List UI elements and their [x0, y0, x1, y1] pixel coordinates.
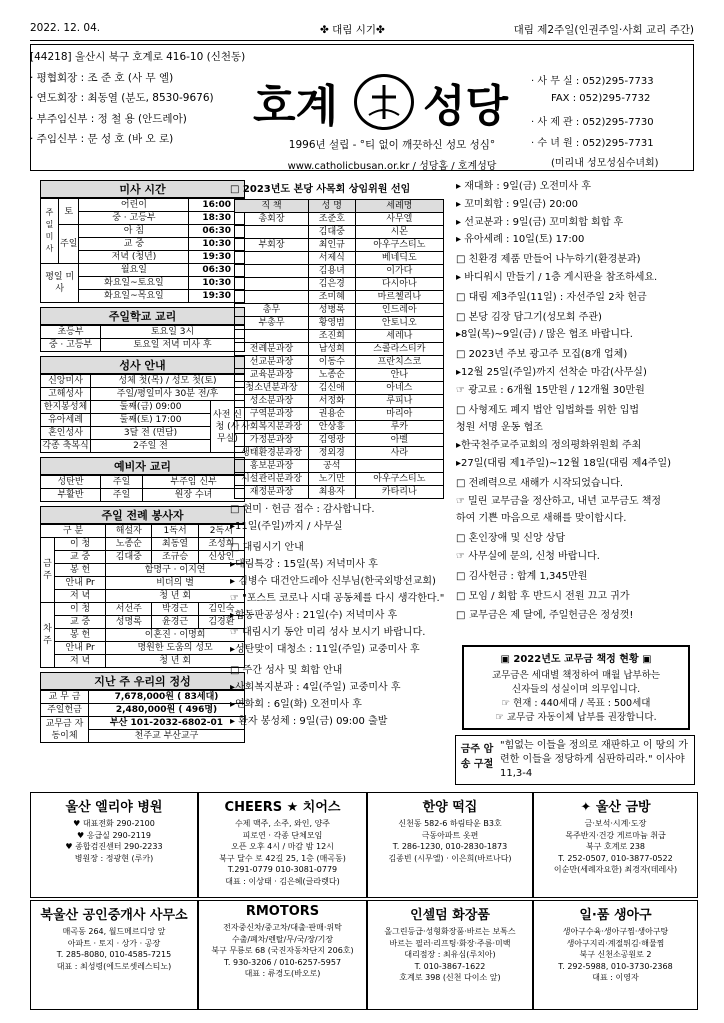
list-item: ▸12월 25일(주일)까지 선착순 마감(사무실) [456, 366, 647, 378]
list-item: ▸ 꼬미회합 : 9일(금) 20:00 [456, 198, 579, 210]
ad-line: 대표 : 이상태 · 김은혜(글라렛다) [225, 876, 340, 886]
convent-name: (미리내 성모성심수녀회) [551, 158, 659, 169]
parish-logo [253, 70, 523, 130]
verse-label: 금주 암송 구절 [460, 744, 494, 770]
list-item: ▸ 선교분과 : 9일(금) 꼬미회합 회합 후 [456, 216, 624, 228]
middle-column [224, 180, 456, 732]
ad-line: 북구 무룡로 68 (국진자동차단지 206호) [211, 946, 354, 955]
table-row: 총회장 조준호 사무엘 [235, 213, 444, 226]
council-president: · 평협회장 : 조 준 호 (사 무 엘) [30, 71, 174, 84]
school-table: 초등부 토요일 3시 중 · 고등부 토요일 저녁 미사 후 [40, 325, 245, 352]
list-item: ▸성탄맞이 대청소 : 11일(주일) 교중미사 후 [230, 644, 420, 655]
list-item: ▸대림특강 : 15일(목) 저녁미사 후 [230, 559, 378, 570]
verse-text: "힘없는 이들을 정의로 재판하고 이 땅의 가련한 이들을 정당하게 심판하리라." 이사야 11,3-4 [500, 740, 688, 779]
list-item: □ 대림 제3주일(11일) : 자선주일 2차 헌금 [456, 291, 647, 303]
list-item: □ 대림시기 안내 [230, 542, 304, 553]
list-item: □ 모임 / 회합 후 반드시 전원 끄고 귀가 [456, 590, 630, 602]
list-item: □ 현미 · 헌금 접수 : 감사합니다. [230, 504, 375, 515]
table-row: 김은경 다시아나 [235, 278, 444, 291]
table-row: 서제식 베네딕도 [235, 252, 444, 265]
ad-line: 북구 신천소공원로 2 [579, 950, 652, 959]
ad-line: 북구 호계로 238 [586, 842, 645, 851]
list-item: □ 본당 김장 담그기(성모회 주관) [456, 311, 602, 323]
ad-line: T. 930-3206 / 010-6257-5957 [223, 957, 342, 967]
convent-phone: · 수 녀 원 : 052)295-7731 [531, 137, 654, 149]
ad-title: ✦ 울산 금방 [580, 800, 651, 815]
ad-line: 대표 : 이영자 [592, 973, 639, 982]
table-row: 김대중 시몬 [235, 226, 444, 239]
title-part2: 성당 [423, 81, 509, 132]
list-item: 청원 서명 운동 협조 [456, 422, 543, 434]
table-row: 교육분과장 노종순 안나 [235, 369, 444, 382]
list-item: ☞ 광고료 : 6개월 15만원 / 12개월 30만원 [456, 384, 645, 396]
ad-line: 김종빈 (시무엘) · 이은희(바르나다) [388, 853, 512, 863]
ad-box [533, 900, 698, 1010]
ad-line: 호계로 398 (신천 다이소 앞) [399, 973, 501, 982]
fax: FAX : 052)295-7732 [551, 92, 651, 104]
ad-box [198, 792, 367, 898]
mass-table: 주일미사 토 어린이 16:00 중 · 고등부 18:30 주일 아 침 06:30 교 중 10:30 저녁 (청년) 19:30 평일 미사 월요일 06:30 화요일~토요일 10:30 화요일~목요일 19:30 [40, 198, 245, 303]
association-president: · 연도회장 : 최동열 (분도, 8530-9676) [30, 92, 214, 104]
table-row: 홍보분과장 공석 [235, 460, 444, 473]
ad-line: 대표 : 최성령(에드로셋레스티노) [56, 961, 172, 971]
ad-line: 목주반지·건강 게르마늄 취급 [565, 830, 666, 840]
table-row: 생태환경분과장 정외경 사라 [235, 447, 444, 460]
list-item: □ 2023년 주보 광고주 모집(8개 업체) [456, 349, 628, 361]
title-part1: 호계 [253, 81, 339, 132]
ad-line: ♥ 응급실 290-2119 [77, 830, 151, 840]
ad-line: 대표 : 류경도(바오로) [244, 969, 321, 978]
ad-line: T.291-0779 010-3081-0779 [227, 865, 338, 874]
table-row: 사회복지분과장 안상흥 루카 [235, 421, 444, 434]
tithe-box: ▣ 2022년도 교무금 책정 현황 ▣ 교무금은 세대별 책정하여 매월 납부하는 신자들의 성실이며 의무입니다. ☞ 현재 : 440세대 / 목표 : 500세대 ☞ 교무금 자동이체 납부를 권장합니다. [462, 645, 690, 730]
rectory-phone: · 사 제 관 : 052)295-7730 [531, 117, 654, 128]
list-item: ▸ 재대화 : 9일(금) 오전미사 후 [456, 181, 592, 192]
ad-title: 북울산 공인중개사 사무소 [40, 908, 188, 923]
ad-line: 수출/폐차/렌탈/무/국/장/기장 [231, 934, 334, 944]
ad-line: ♥ 대표전화 290-2100 [73, 819, 155, 828]
ad-title: RMOTORS [245, 904, 320, 919]
finance-table: 교 무 금 7,678,000원 ( 83세대) 주일헌금 2,480,000원 ( 496명) 교무금 자동이체 부산 101-2032-6802-01 천주교 부산교구 [40, 690, 245, 743]
issue-date: 2022. 12. 04. [30, 22, 101, 34]
pastor: · 주임신부 : 문 성 호 (바 오 로) [30, 133, 174, 145]
ad-line: T. 292-5988, 010-3730-2368 [558, 961, 673, 971]
ad-line: T. 285-8080, 010-4585-7215 [56, 950, 172, 959]
finance-title: 지난 주 우리의 정성 [40, 672, 245, 690]
ad-line: 생아구지리·계절튀김·해물찜 [566, 938, 665, 948]
verse-box [455, 735, 695, 785]
table-row: 총무 성병록 인드레아 [235, 304, 444, 317]
ad-title: 일·품 생아구 [579, 908, 652, 923]
list-item: ▸8일(목)~9일(금) / 많은 협조 바랍니다. [456, 329, 633, 341]
list-item: □ 혼인장애 및 신앙 상담 [456, 533, 566, 545]
ad-line: ♥ 종합검진센터 290-2233 [65, 842, 163, 851]
sacrament-title: 성사 안내 [40, 356, 245, 374]
ad-title: CHEERS ★ 치어스 [224, 800, 341, 815]
ad-line: 극동아파트 옷편 [421, 830, 479, 840]
list-item: ▸ 바디워시 만들기 / 1층 게시판을 참조하세요. [456, 271, 658, 283]
ad-title: 울산 엘리야 병원 [65, 800, 163, 815]
office-phone: · 사 무 실 : 052)295-7733 [531, 76, 654, 87]
ad-line: 신천동 582-6 하림타운 B3호 [398, 819, 502, 828]
ad-line: 올그린등급·성형화장품·바르는 보톡스 [384, 927, 516, 936]
ad-title: 인셀덤 화장품 [410, 908, 490, 923]
list-item: ▸ 유아세례 : 10일(토) 17:00 [456, 234, 585, 246]
table-row: 조미혜 마르첼리나 [235, 291, 444, 304]
season-label: ✤ 대림 시기✤ [320, 24, 385, 36]
ad-line: 북구 달수 로 42길 25, 1층 (매곡동) [219, 853, 346, 863]
table-row: 시설관리분과장 노기만 아우구스티노 [235, 473, 444, 486]
list-item: ▸ 김병수 대건안드레아 신부님(한국외방선교회) [230, 576, 436, 587]
middle-notes [230, 503, 456, 732]
table-row: 청소년분과장 김신애 아네스 [235, 382, 444, 395]
ad-box [533, 792, 698, 898]
catechism-title: 예비자 교리 [40, 457, 245, 475]
ad-line: 이순만(세례자요한) 최경자(데레사) [553, 865, 678, 874]
sacrament-table: 신앙미사 성체 첫(목) / 성모 첫(토) 고해성사 주일/평일미사 30분 전/후 한지봉성체 둘째(금) 09:00 사전 신청 (사무실) 유아세례 둘째(토) 17:00 혼인성사 3달 전 (면담) 각종 축복식 2주일 전 [40, 374, 245, 453]
table-row: 재정분과장 최용자 카타리나 [235, 486, 444, 499]
ad-line: 매곡동 264, 월드메르디앙 앞 [62, 927, 166, 936]
sunday-label: 대림 제2주일(인권주일·사회 교리 주간) [513, 24, 694, 36]
ad-line: T. 252-0507, 010-3877-0522 [558, 853, 673, 863]
ad-line: 수제 맥주, 소주, 와인, 양주 [234, 819, 331, 828]
list-item: ▸27일(대림 제1주일)~12월 18일(대림 제4주일) [456, 457, 672, 469]
table-row: 성소분과장 서정화 루피나 [235, 395, 444, 408]
list-item: ☞ 대림시기 동안 미리 성사 보시기 바랍니다. [230, 627, 426, 638]
list-item: □ 사형제도 폐지 법안 입법화를 위한 입법 [456, 404, 640, 416]
table-row: 구역분과장 권용순 마리아 [235, 408, 444, 421]
list-item: ☞ "포스트 코로나 시대 공동체를 다시 생각한다." [230, 593, 445, 604]
school-title: 주일학교 교리 [40, 307, 245, 325]
list-item: ▸ 환자 봉성체 : 9일(금) 09:00 출발 [230, 716, 388, 727]
table-row: 조진희 세레나 [235, 330, 444, 343]
liturgy-table: 구 분 해설자 1독서 2독서 금주 이 청 노종순 최동열 조성희 교 중 김대중 조규승 신상인 봉 헌 함명구 · 이지연 안내 Pr 비더의 별 저 녁 청 년 회 차주 이 청 서선주 박경근 김인숙 교 중 성명록 윤경근 김경환 봉 헌 이혼진 · 이명희 안내 Pr 명원한 도움의 성모 저 녁 청 년 회 [40, 524, 245, 668]
address: [44218] 울산시 북구 호계로 416-10 (신천동) [30, 51, 246, 63]
ad-box [367, 792, 533, 898]
catechism-table: 성탄반 주일 부주임 신부 부활반 주일 원장 수녀 [40, 475, 245, 502]
top-bar [30, 22, 694, 38]
list-item: □ 전례력으로 새해가 시작되었습니다. [456, 477, 624, 489]
table-row: 전례분과장 남성희 스콜라스티카 [235, 343, 444, 356]
ad-line: 피로연 · 각종 단체모임 [242, 830, 323, 840]
website-link[interactable]: www.catholicbusan.or.kr / 성당홈 / 호계성당 [287, 161, 497, 172]
table-row: 부총무 황영범 안토니오 [235, 317, 444, 330]
list-item: ▸연화회 : 6일(화) 오전미사 후 [230, 699, 362, 710]
ad-line: T. 286-1230, 010-2830-1873 [392, 842, 508, 851]
ad-title: 한양 떡집 [422, 800, 478, 815]
ad-box [367, 900, 533, 1010]
table-row: 부회장 최인규 아우구스티노 [235, 239, 444, 252]
associate-pastor: · 부주임신부 : 정 철 용 (안드레아) [30, 112, 187, 125]
sunday-mass-label: 주일미사 [41, 199, 59, 264]
ad-line: 생아구수육·생아구찜·생아구탕 [562, 927, 669, 936]
ad-line: 대리점장 : 최유심(루치아) [404, 950, 496, 959]
ad-line: 아파트 · 토지 · 상가 · 공장 [67, 938, 161, 948]
ad-box [30, 900, 198, 1010]
list-item: □ 친환경 제품 만들어 나누하기(환경분과) [456, 254, 641, 266]
ad-line: 전자중신차/중고차/대출·판매·위탁 [223, 923, 342, 932]
table-row: 선교분과장 이동수 프란치스코 [235, 356, 444, 369]
list-item: ▸11일(주일)까지 / 사무실 [230, 521, 343, 532]
list-item: ☞ 밀린 교무금을 정산하고, 내년 교무금도 책정 [456, 495, 662, 507]
mass-title: 미사 시간 [40, 180, 245, 198]
list-item: □ 김사헌금 : 합계 1,345만원 [456, 570, 588, 582]
right-notes [456, 180, 706, 627]
council-table: 직 책 성 명 세례명 총회장 조준호 사무엘 김대중 시몬 부회장 최인규 아우구스티노 서제식 베네딕도 김용녀 이가다 김은경 다시아나 조미혜 마르첼리나 총무 성병록 인드레아 부총무 황영범 안토니오 조진희 세레나 전례분과장 남성희 스콜라스티카 선교분과장 이동수 프란치스코 교육분과장 노종순 안나 청소년분과장 김신애 아네스 성소분과장 서정화 루피나 구역분과장 권용순 마리아 사회복지분과장 안상흥 루카 가정분과장 김영광 아벨 생태환경분과장 정외경 사라 홍보분과장 공석 시설관리분과장 노기만 아우구스티노 재정분과장 최용자 카타리나 [234, 199, 444, 499]
list-item: □ 주간 성사 및 회합 안내 [230, 665, 343, 676]
list-item: ▸한국천주교주교회의 정의평화위원회 주최 [456, 440, 642, 452]
liturgy-title: 주일 전례 봉사자 [40, 506, 245, 524]
list-item: □ 교무금은 제 달에, 주일헌금은 정성껏! [456, 610, 634, 622]
parish-emblem-icon [354, 74, 414, 130]
list-item: ▸합동판공성사 : 21일(수) 저녁미사 후 [230, 610, 398, 621]
list-item: 하여 기쁜 마음으로 새해를 맞이합시다. [456, 513, 627, 525]
ad-box [198, 900, 367, 1010]
ad-line: T. 010-3867-1622 [414, 961, 486, 971]
founded-line: 1996년 설립 - °티 없이 깨끗하신 성모 성심° [288, 139, 496, 151]
left-column [40, 180, 245, 743]
ad-box [30, 792, 198, 898]
ad-line: 오픈 오후 4시 / 마감 밤 12시 [231, 842, 334, 851]
list-item: ☞ 사무실에 문의, 신청 바랍니다. [456, 550, 600, 562]
ad-line: 병원장 : 정광현 (루카) [74, 853, 154, 863]
table-row: 가정분과장 김영광 아벨 [235, 434, 444, 447]
table-row: 김용녀 이가다 [235, 265, 444, 278]
ad-line: 금·보석·시계·도장 [584, 819, 647, 828]
header-left [30, 49, 253, 152]
list-item: ▸사회복지분과 : 4일(주일) 교중미사 후 [230, 682, 401, 693]
header-right [531, 72, 701, 175]
council-title: □ 2023년도 본당 사목회 상임위원 선임 [230, 184, 411, 195]
ad-line: 바르는 필러·리프팅·화장·주름·미백 [389, 938, 511, 948]
